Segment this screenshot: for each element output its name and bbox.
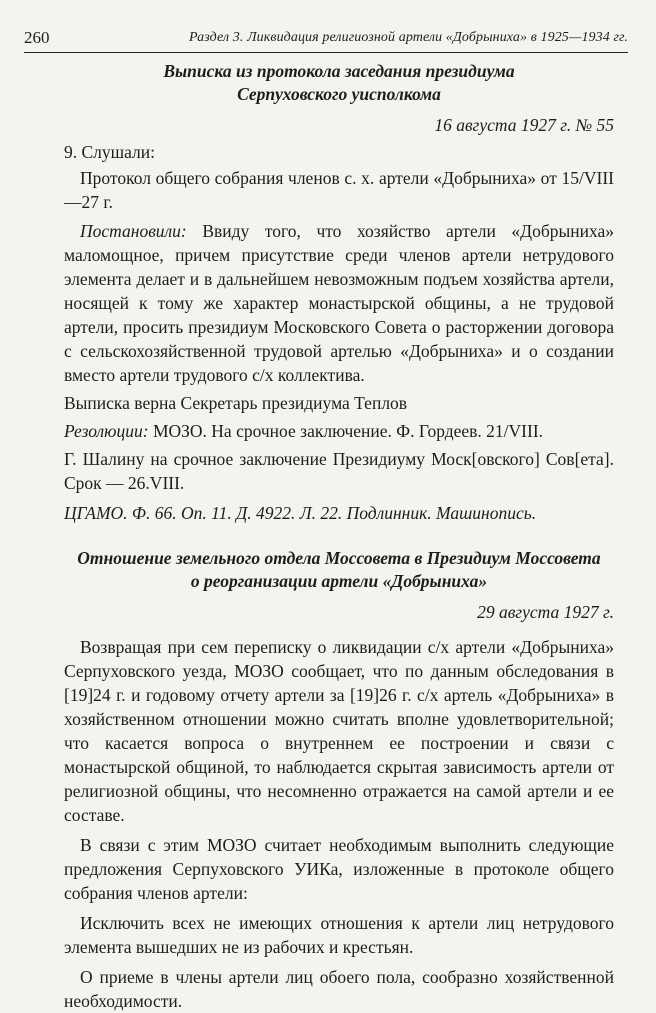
- doc1-heard-label: 9. Слушали:: [64, 142, 156, 162]
- doc2-title: [64, 547, 614, 593]
- page-header: [24, 22, 628, 53]
- doc1-date: 16 августа 1927 г. № 55: [434, 115, 614, 135]
- doc1-heard-text: Протокол общего собрания членов с. х. артели «Добрыниха» от 15/VIII—27 г.: [64, 168, 614, 212]
- doc1-decided-label: Постановили:: [80, 221, 187, 241]
- doc1-resolutions-text: МОЗО. На срочное заключение. Ф. Гордеев. 21/VIII.: [148, 421, 544, 441]
- doc1-decided: [64, 219, 614, 387]
- doc1-decided-text: Ввиду того, что хозяйство артели «Добрыниха» маломощное, причем присутствие среди членов артели нетрудового элемента делает и в дальнейшем невозможным подъем хозяйства артели, носящей к тому же характер монастырской общины, а не трудовой артели, просить президиум Московского Совета о расторжении договора с сельскохозяйственной трудовой артелью «Добрыниха» и о создании вместо артели трудового с/х коллектива.: [64, 221, 614, 385]
- doc1-source: ЦГАМО. Ф. 66. Оп. 11. Д. 4922. Л. 22. Подлинник. Машинопись.: [64, 503, 537, 523]
- doc1-certified: Выписка верна Секретарь президиума Теплов: [64, 393, 408, 413]
- doc2-title-line2: о реорганизации артели «Добрыниха»: [190, 571, 488, 591]
- doc1-resolutions-label: Резолюции:: [64, 421, 149, 441]
- doc1-heard-item: [64, 140, 614, 164]
- doc2-para4: О приеме в члены артели лиц обоего пола, сообразно хозяйственной необходимости.: [64, 967, 614, 1011]
- doc2-para2: В связи с этим МОЗО считает необходимым выполнить следующие предложения Серпуховского УИКа, изложенные в протоколе общего собрания членов артели:: [64, 835, 614, 903]
- page-content: [64, 60, 614, 1013]
- doc2-para1: Возвращая при сем переписку о ликвидации с/х артели «Добрыниха» Серпуховского уезда, МОЗО сообщает, что по данным обследования в [19]24 г. и годовому отчету артели за [19]26 г. с/х артель «Добрыниха» в хозяйственном отношении можно считать вполне удовлетворительной; что касается вопроса о внутреннем ее построении и связи с монастырской общиной, то наблюдается скрытая зависимость артели от религиозной общины, что несомненно отражается на самой артели и ее составе.: [64, 637, 614, 825]
- doc1-resolution2: Г. Шалину на срочное заключение Президиуму Моск[овского] Сов[ета]. Срок — 26.VIII.: [64, 449, 614, 493]
- running-title: Раздел 3. Ликвидация религиозной артели «Добрыниха» в 1925—1934 гг.: [189, 30, 628, 45]
- doc1-title: [64, 60, 614, 106]
- doc1-title-line1: Выписка из протокола заседания президиума: [163, 61, 515, 81]
- doc2-date: 29 августа 1927 г.: [477, 602, 614, 622]
- doc1-resolutions: [64, 419, 614, 443]
- doc2-para3: Исключить всех не имеющих отношения к артели лиц нетрудового элемента вышедших не из рабочих и крестьян.: [64, 913, 614, 957]
- page-number: 260: [24, 28, 50, 47]
- doc1-title-line2: Серпуховского уисполкома: [237, 84, 441, 104]
- doc2-title-line1: Отношение земельного отдела Моссовета в Президиум Моссовета: [77, 548, 601, 568]
